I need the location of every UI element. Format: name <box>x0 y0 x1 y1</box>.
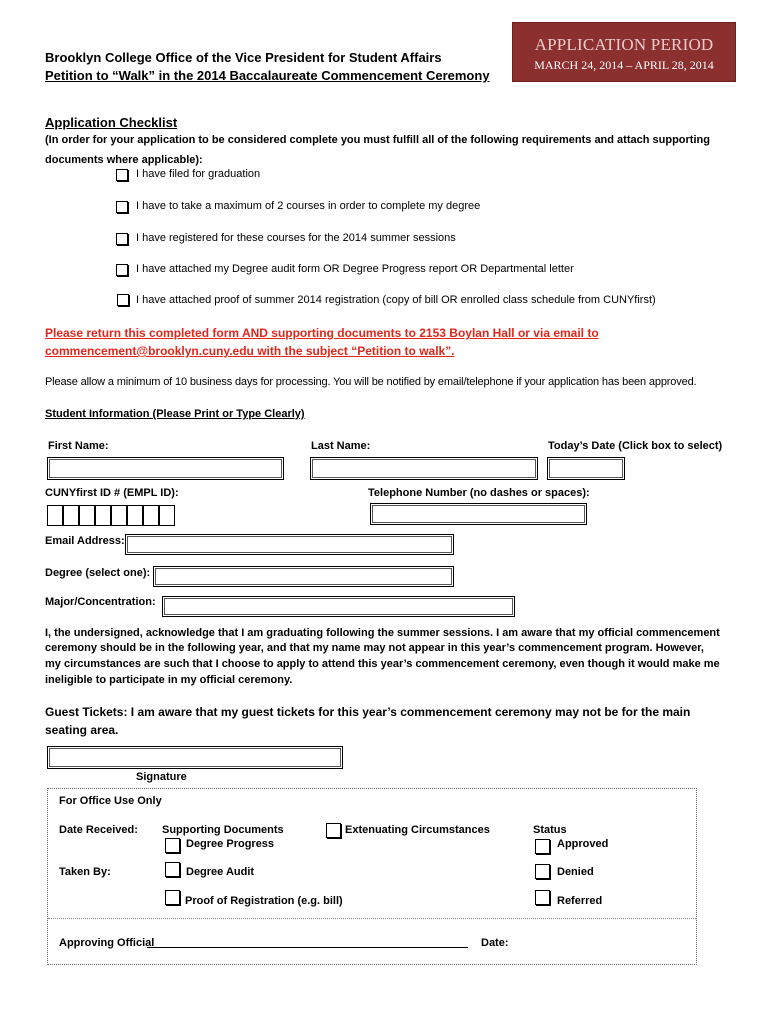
cunyfirst-id-digit-4[interactable] <box>95 505 111 526</box>
form-title: Petition to “Walk” in the 2014 Baccalaureate Commencement Ceremony <box>45 68 490 83</box>
degree-select[interactable] <box>153 566 454 587</box>
email-input[interactable] <box>125 534 454 555</box>
last-name-label: Last Name: <box>311 440 371 452</box>
extenuating-checkbox[interactable] <box>326 823 341 838</box>
cunyfirst-id-digit-7[interactable] <box>143 505 159 526</box>
checklist-checkbox-3[interactable] <box>116 233 128 245</box>
checklist-checkbox-2[interactable] <box>116 201 128 213</box>
application-period-dates: MARCH 24, 2014 – APRIL 28, 2014 <box>534 58 714 72</box>
approved-checkbox[interactable] <box>535 839 550 854</box>
degree-audit-checkbox[interactable] <box>165 862 180 877</box>
cunyfirst-id-digit-2[interactable] <box>63 505 79 526</box>
denied-checkbox[interactable] <box>535 864 550 879</box>
degree-label: Degree (select one): <box>45 567 151 579</box>
degree-audit-label: Degree Audit <box>186 866 255 878</box>
cunyfirst-id-digit-8[interactable] <box>159 505 175 526</box>
application-period-heading: APPLICATION PERIOD <box>534 35 714 54</box>
checklist-checkbox-1[interactable] <box>116 169 128 181</box>
status-label: Status <box>533 824 567 836</box>
guest-tickets-line1: Guest Tickets: I am aware that my guest tickets for this year’s commencement ceremony may not be for the main <box>45 705 691 719</box>
approved-label: Approved <box>557 838 609 850</box>
office-date-label: Date: <box>481 937 509 949</box>
return-notice-line2: commencement@brooklyn.cuny.edu with the subject “Petition to walk”. <box>45 344 455 358</box>
date-picker-input[interactable] <box>547 457 625 480</box>
application-period-box <box>512 22 736 82</box>
signature-label: Signature <box>136 771 187 783</box>
processing-note: Please allow a minimum of 10 business days for processing. You will be notified by email/telephone if your application has been approved. <box>45 376 697 388</box>
acknowledgement-line2: ceremony should be in the following year, and that my name may not appear in this year’s commencement program. However, <box>45 642 704 654</box>
checklist-checkbox-5[interactable] <box>117 294 129 306</box>
checklist-item-2: I have to take a maximum of 2 courses in order to complete my degree <box>136 200 481 212</box>
degree-progress-label: Degree Progress <box>186 838 275 850</box>
checklist-intro-line1: (In order for your application to be considered complete you must fulfill all of the following requirements and attach supporting <box>45 134 710 146</box>
checklist-checkbox-4[interactable] <box>116 264 128 276</box>
taken-by-label: Taken By: <box>59 866 111 878</box>
proof-registration-label: Proof of Registration (e.g. bill) <box>185 895 343 907</box>
cunyfirst-id-digit-5[interactable] <box>111 505 127 526</box>
guest-tickets-line2: seating area. <box>45 723 119 737</box>
date-label: Today’s Date (Click box to select) <box>548 440 723 452</box>
checklist-item-1: I have filed for graduation <box>136 168 261 180</box>
acknowledgement-line4: ineligible to participate in my official ceremony. <box>45 674 293 686</box>
cunyfirst-id-label: CUNYfirst ID # (EMPL ID): <box>45 487 179 499</box>
referred-label: Referred <box>557 895 603 907</box>
checklist-item-5: I have attached proof of summer 2014 registration (copy of bill OR enrolled class schedule from CUNYfirst) <box>136 294 656 306</box>
checklist-intro-line2: documents where applicable): <box>45 154 203 166</box>
first-name-input[interactable] <box>47 457 284 480</box>
office-use-title: For Office Use Only <box>59 795 162 807</box>
form-org-title: Brooklyn College Office of the Vice President for Student Affairs <box>45 50 442 65</box>
office-divider <box>48 918 696 919</box>
major-label: Major/Concentration: <box>45 596 156 608</box>
checklist-item-4: I have attached my Degree audit form OR Degree Progress report OR Departmental letter <box>136 263 574 275</box>
cunyfirst-id-digit-3[interactable] <box>79 505 95 526</box>
checklist-item-3: I have registered for these courses for the 2014 summer sessions <box>136 232 456 244</box>
extenuating-label: Extenuating Circumstances <box>345 824 490 836</box>
degree-progress-checkbox[interactable] <box>165 838 180 853</box>
date-received-label: Date Received: <box>59 824 138 836</box>
approving-official-line[interactable] <box>147 947 468 948</box>
acknowledgement-line1: I, the undersigned, acknowledge that I am graduating following the summer sessions. I am aware that my official commencement <box>45 627 720 639</box>
approving-official-label: Approving Official <box>59 937 155 949</box>
first-name-label: First Name: <box>48 440 109 452</box>
return-notice-line1: Please return this completed form AND supporting documents to 2153 Boylan Hall or via email to <box>45 326 599 340</box>
proof-registration-checkbox[interactable] <box>165 890 180 905</box>
telephone-input[interactable] <box>370 503 587 525</box>
major-input[interactable] <box>162 596 515 617</box>
telephone-label: Telephone Number (no dashes or spaces): <box>368 487 590 499</box>
student-info-title: Student Information (Please Print or Type Clearly) <box>45 408 305 420</box>
checklist-title: Application Checklist <box>45 115 178 130</box>
cunyfirst-id-digit-6[interactable] <box>127 505 143 526</box>
email-label: Email Address: <box>45 535 125 547</box>
acknowledgement-line3: my circumstances are such that I choose to apply to attend this year’s commencement ceremony, even though it would make me <box>45 658 720 670</box>
signature-input[interactable] <box>47 746 343 769</box>
last-name-input[interactable] <box>310 457 538 480</box>
cunyfirst-id-digit-1[interactable] <box>47 505 63 526</box>
denied-label: Denied <box>557 866 594 878</box>
referred-checkbox[interactable] <box>535 890 550 905</box>
supporting-documents-label: Supporting Documents <box>162 824 284 836</box>
